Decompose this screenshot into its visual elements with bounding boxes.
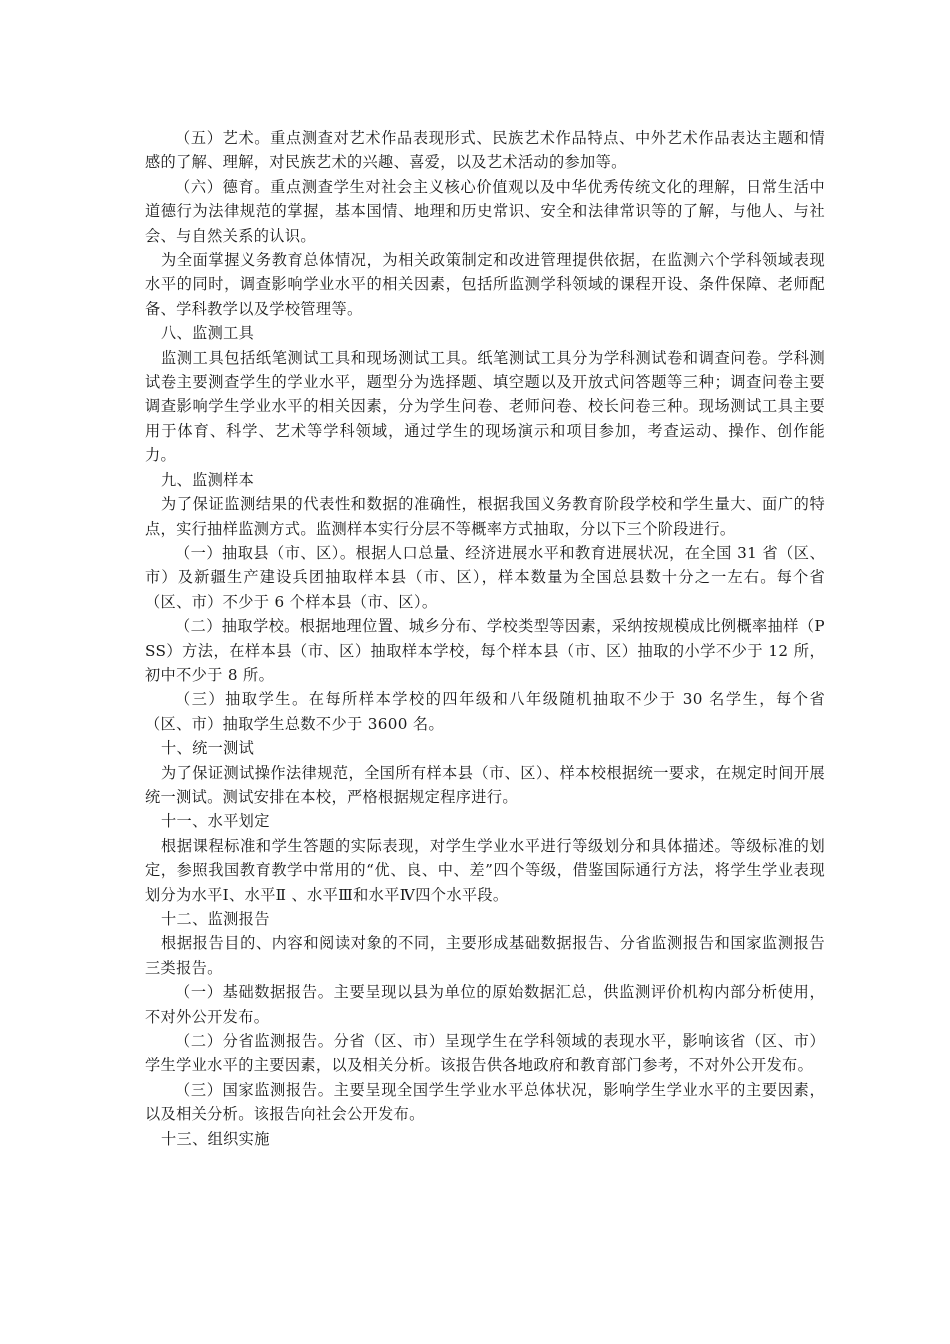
paragraph-levels: 根据课程标准和学生答题的实际表现，对学生学业水平进行等级划分和具体描述。等级标准的划定，参照我国教育教学中常用的“优、良、中、差”四个等级，借鉴国际通行方法，将学生学业表现划分为水平Ⅰ、水平Ⅱ 、水平Ⅲ和水平Ⅳ四个水平段。 [145,836,825,904]
section-heading-levels: 十一、水平划定 [161,812,270,831]
paragraph-report-basic: （一）基础数据报告。主要呈现以县为单位的原始数据汇总，供监测评价机构内部分析使用，不对外公开发布。 [145,983,825,1026]
paragraph-overall-purpose: 为全面掌握义务教育总体情况，为相关政策制定和改进管理提供依据，在监测六个学科领域表现水平的同时，调查影响学业水平的相关因素，包括所监测学科领域的课程开设、条件保障、老师配备、学科教学以及学校管理等。 [145,251,825,318]
paragraph-report-national: （三）国家监测报告。主要呈现全国学生学业水平总体状况，影响学生学业水平的主要因素，以及相关分析。该报告向社会公开发布。 [145,1080,825,1124]
section-heading-samples: 九、监测样本 [161,470,255,489]
paragraph-samples-intro: 为了保证监测结果的代表性和数据的准确性，根据我国义务教育阶段学校和学生量大、面广的特点，实行抽样监测方式。监测样本实行分层不等概率方式抽取，分以下三个阶段进行。 [145,495,825,538]
paragraph-art: （五）艺术。重点测查对艺术作品表现形式、民族艺术作品特点、中外艺术作品表达主题和情感的了解、理解，对民族艺术的兴趣、喜爱，以及艺术活动的参加等。 [145,129,825,172]
paragraph-sample-schools: （二）抽取学校。根据地理位置、城乡分布、学校类型等因素，采纳按规模成比例概率抽样（PSS）方法，在样本县（市、区）抽取样本学校，每个样本县（市、区）抽取的小学不少于 12 所，初中不少于 8 所。 [145,617,825,684]
section-heading-implementation: 十三、组织实施 [161,1129,270,1148]
document-page [145,126,825,1151]
section-heading-reports: 十二、监测报告 [161,910,270,928]
section-heading-tools: 八、监测工具 [161,324,255,343]
paragraph-reports-intro: 根据报告目的、内容和阅读对象的不同，主要形成基础数据报告、分省监测报告和国家监测报告三类报告。 [145,934,825,977]
section-heading-unified-test: 十、统一测试 [161,739,255,758]
paragraph-moral-education: （六）德育。重点测查学生对社会主义核心价值观以及中华优秀传统文化的理解，日常生活中道德行为法律规范的掌握，基本国情、地理和历史常识、安全和法律常识等的了解，与他人、与社会、与自然关系的认识。 [145,177,825,245]
paragraph-report-provincial: （二）分省监测报告。分省（区、市）呈现学生在学科领域的表现水平，影响该省（区、市）学生学业水平的主要因素，以及相关分析。该报告供各地政府和教育部门参考，不对外公开发布。 [145,1032,825,1075]
paragraph-sample-counties: （一）抽取县（市、区）。根据人口总量、经济进展水平和教育进展状况，在全国 31 省（区、市）及新疆生产建设兵团抽取样本县（市、区），样本数量为全国总县数十分之一左右。每个省（区、市）不少于 6 个样本县（市、区）。 [145,543,825,611]
paragraph-tools: 监测工具包括纸笔测试工具和现场测试工具。纸笔测试工具分为学科测试卷和调查问卷。学科测试卷主要测查学生的学业水平，题型分为选择题、填空题以及开放式问答题等三种；调查问卷主要调查影响学生学业水平的相关因素，分为学生问卷、老师问卷、校长问卷三种。现场测试工具主要用于体育、科学、艺术等学科领域，通过学生的现场演示和项目参加，考查运动、操作、创作能力。 [145,348,825,465]
paragraph-sample-students: （三）抽取学生。在每所样本学校的四年级和八年级随机抽取不少于 30 名学生，每个省（区、市）抽取学生总数不少于 3600 名。 [145,690,825,733]
paragraph-unified-test: 为了保证测试操作法律规范，全国所有样本县（市、区）、样本校根据统一要求，在规定时间开展统一测试。测试安排在本校，严格根据规定程序进行。 [145,763,825,806]
